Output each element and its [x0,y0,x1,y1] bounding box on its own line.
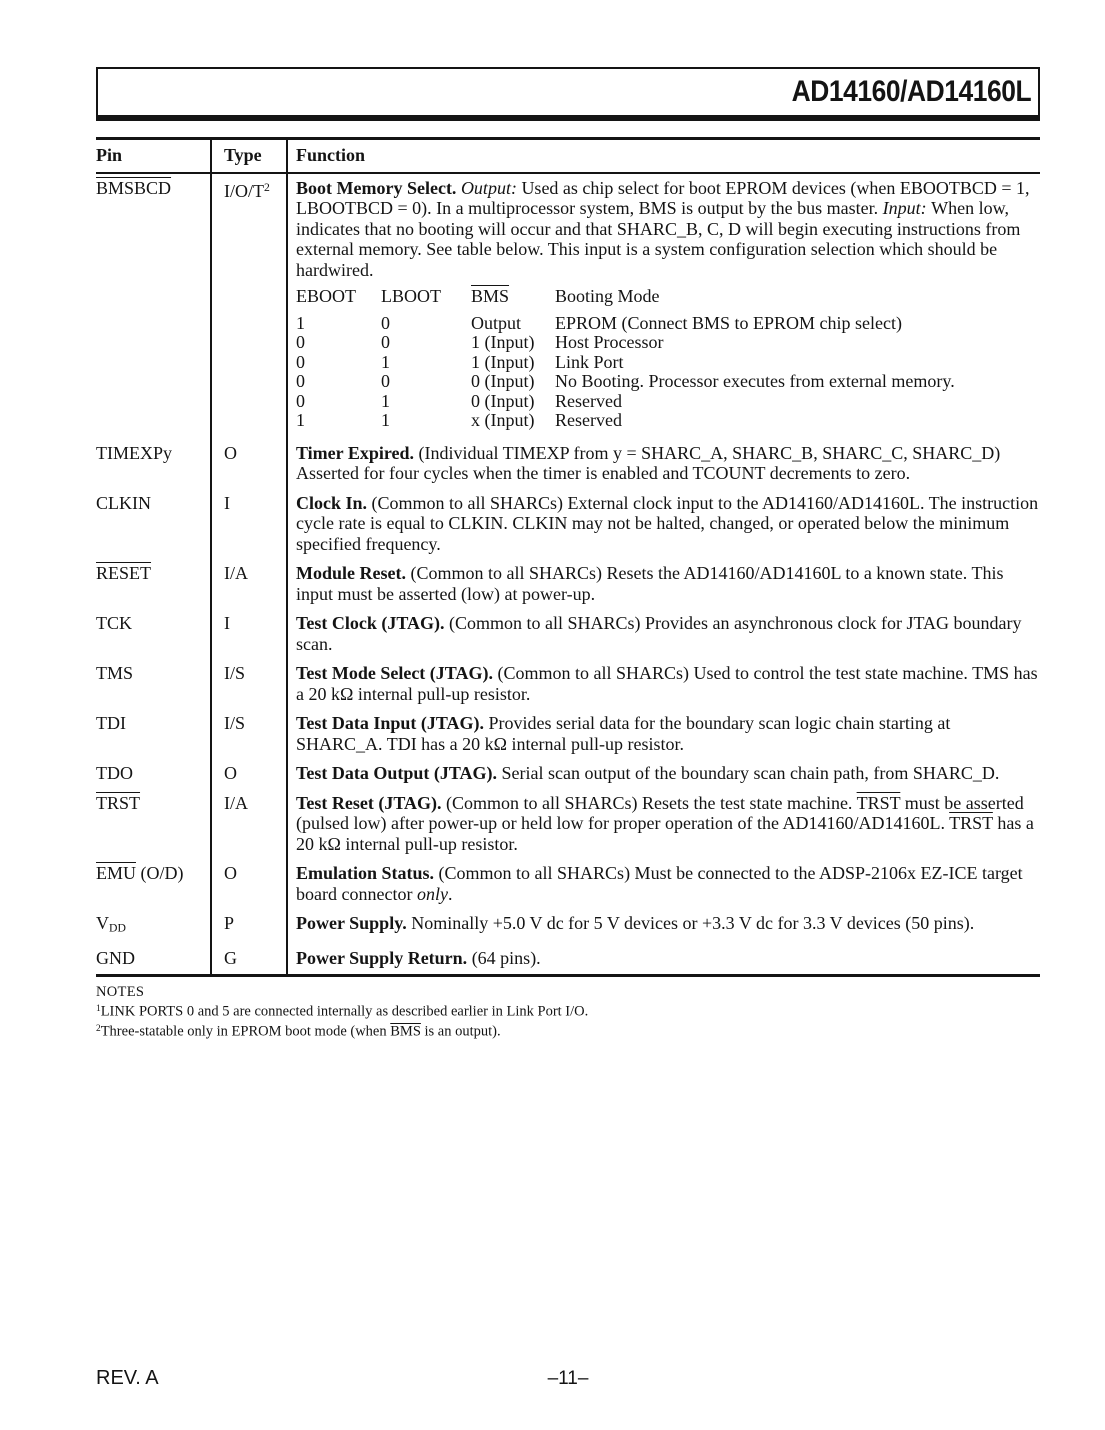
type-cell [210,944,286,974]
pin-cell [96,174,210,439]
text-segment: has a 20 kΩ internal pull-up resistor. [296,813,1034,854]
type-cell [210,759,286,789]
subtable-row [296,314,1040,334]
booting-mode-subtable [296,287,1040,431]
text-segment: (Common to all SHARCs) Used to control the test state machine. TMS has a 20 kΩ internal pull-up resistor. [296,663,1038,704]
function-text [296,613,1040,654]
note-item [96,1001,1040,1021]
text-segment: Timer Expired. [296,442,419,463]
text-segment: Test Clock (JTAG). [296,613,449,633]
function-cell [286,489,1040,560]
subtable-cell: 0 (Input) [471,390,535,411]
text-segment: Nominally +5.0 V dc for 5 V devices or +3.3 V dc for 3.3 V devices (50 pins). [411,913,975,933]
subtable-cell: 1 (Input) [471,332,535,352]
text-segment: Test Data Output (JTAG). [296,763,502,783]
subtable-cell: 0 [381,371,390,391]
text-segment: Clock In. [296,492,372,513]
subtable-cell: Host Processor [555,332,664,352]
text-segment: (Common to all SHARCs) External clock input to the AD14160/AD14160L. The instruction cycle rate is equal to CLKIN. CLKIN may not be halted, changed, or operated below the minimum specified frequency. [296,492,1039,554]
text-segment: G [224,948,237,969]
text-segment: LBOOT [381,286,441,306]
subtable-cell: 0 [381,312,390,333]
function-cell [286,659,1040,709]
text-segment: $\overline{EMU}$ [96,863,136,883]
function-text [296,948,1040,969]
type-cell [210,439,286,489]
notes-section [96,984,1040,1042]
text-segment: O [224,442,237,463]
page-title: AD14160/AD14160L [791,74,1031,108]
subtable-cell: 0 [296,371,305,391]
text-segment: I/A [224,792,248,813]
text-segment: O [224,763,237,783]
subtable-header-cell [296,287,381,307]
function-cell [286,559,1040,609]
text-segment: Booting Mode [555,286,660,306]
pin-cell [96,659,210,709]
text-segment: P [224,913,235,933]
table-row [96,909,1040,944]
subtable-header-cell [471,287,555,307]
text-segment: 2 [96,1024,101,1035]
text-segment: TRST [96,792,141,813]
text-segment: Boot Memory Select. [296,177,461,198]
text-segment: must be asserted (pulsed low) after power-up or held low for proper operation of the AD14160/AD14160L. [296,792,1024,833]
function-text [296,663,1040,704]
text-segment: I/O/T [224,180,264,201]
subtable-header-row [296,287,1040,307]
function-cell [286,174,1040,439]
function-cell [286,439,1040,489]
table-row [96,859,1040,909]
text-segment: (Individual TIMEXP from y = SHARC_A, SHARC_B, SHARC_C, SHARC_D) Asserted for four cycles when the timer is enabled and TCOUNT decrements to zero. [296,442,1001,483]
function-text [296,793,1040,855]
notes-heading: NOTES [96,983,145,1000]
function-cell [286,709,1040,759]
pin-cell [96,789,210,860]
text-segment: TDI [96,713,126,733]
text-segment: CLKIN [96,492,151,513]
function-text [296,863,1040,904]
type-cell [210,909,286,944]
pin-cell [96,489,210,560]
subtable-cell: 1 [296,410,305,430]
text-segment: Output: [460,177,522,198]
type-cell [210,709,286,759]
function-text [296,493,1040,555]
subtable-cell: Link Port [555,351,624,372]
text-segment: I/S [224,713,246,733]
col-header-type: Type [210,140,286,172]
text-segment: (O/D) [136,863,184,883]
type-cell [210,859,286,909]
text-segment: TDO [96,763,133,783]
pin-cell [96,909,210,944]
type-cell [210,789,286,860]
table-row [96,759,1040,789]
text-segment: Input: [882,198,932,218]
text-segment: I/A [224,563,248,583]
notes-list [96,1001,1040,1041]
text-segment: (64 pins). [471,948,541,969]
text-segment: is an output). [420,1023,501,1040]
text-segment: Emulation Status. [296,863,439,883]
text-segment: TIMEXPy [96,442,172,463]
pin-cell [96,559,210,609]
note-item [96,1021,1040,1041]
function-cell [286,609,1040,659]
text-segment: (Common to all SHARCs) Resets the test state machine. [445,792,857,813]
table-row [96,944,1040,974]
table-row [96,789,1040,860]
function-text [296,763,1040,784]
text-segment: DD [109,921,126,935]
text-segment: . [447,883,453,904]
subtable-row [296,333,1040,353]
function-cell [286,944,1040,974]
subtable-row [296,411,1040,431]
function-text [296,178,1040,281]
revision-label: REV. A [96,1367,159,1389]
col-header-function: Function [286,140,1040,172]
text-segment: 2 [264,180,270,194]
subtable-header-cell [555,287,1040,307]
function-cell [286,789,1040,860]
function-text [296,913,1040,934]
text-segment: When low, indicates that no booting will occur and that SHARC_B, C, D will begin executing instructions from external memory. See table below. This input is a system configuration selection which should be hardwired. [296,198,1021,280]
table-row [96,489,1040,560]
subtable-row [296,372,1040,392]
text-segment: I/S [224,663,246,683]
table-row [96,559,1040,609]
text-segment: Test Data Input (JTAG). [296,713,489,733]
subtable-cell: 0 [296,351,305,372]
subtable-cell: Reserved [555,390,622,411]
text-segment: Serial scan output of the boundary scan chain path, from SHARC_D. [501,763,1000,783]
text-segment: $\overline{BMS}$ [390,1023,421,1040]
text-segment: BMSBCD [96,177,172,198]
text-segment: Power Supply Return. [296,948,472,969]
type-cell [210,174,286,439]
text-segment: (Common to all SHARCs) Must be connected to the ADSP-2106x EZ-ICE target board connector [296,863,1023,904]
text-segment: Test Mode Select (JTAG). [296,663,498,683]
text-segment: V [96,913,109,933]
subtable-cell: EPROM (Connect BMS to EPROM chip select) [555,312,902,333]
text-segment: Used as chip select for boot EPROM devices (when EBOOTBCD = 1, LBOOTBCD = 0). In a multiprocessor system, BMS is output by the bus master. [296,177,1030,218]
text-segment: Test Reset (JTAG). [296,792,446,813]
pin-cell [96,859,210,909]
function-cell [286,909,1040,944]
subtable-row [296,392,1040,412]
subtable-cell: 0 [381,332,390,352]
table-row [96,609,1040,659]
table-row [96,174,1040,439]
subtable-cell: 1 [381,351,390,372]
type-cell [210,609,286,659]
table-row [96,439,1040,489]
function-text [296,713,1040,754]
page-footer [96,1368,1040,1394]
text-segment: TMS [96,663,134,683]
text-segment: Three-statable only in EPROM boot mode (when [100,1023,391,1040]
subtable-cell: 0 (Input) [471,371,535,391]
subtable-cell: Reserved [555,410,622,430]
table-header-row [96,140,1040,174]
pin-cell [96,759,210,789]
subtable-cell: 1 [381,410,390,430]
pin-cell [96,709,210,759]
pin-function-table [96,137,1040,977]
pin-cell [96,439,210,489]
subtable-cell: x (Input) [471,410,535,430]
pin-cell [96,944,210,974]
subtable-cell: 0 [296,390,305,411]
table-row [96,709,1040,759]
function-cell [286,759,1040,789]
col-header-pin: Pin [96,145,123,165]
text-segment: I [224,613,230,633]
page-number: –11– [547,1368,589,1389]
text-segment: TRST [949,813,993,833]
text-segment: (Common to all SHARCs) Provides an asynchronous clock for JTAG boundary scan. [296,613,1022,654]
text-segment: $\overline{BMS}$ [471,286,510,306]
table-body [96,174,1040,974]
pin-cell [96,609,210,659]
subtable-row [296,353,1040,373]
type-cell [210,559,286,609]
type-cell [210,489,286,560]
text-segment: TCK [96,613,132,633]
text-segment: (Common to all SHARCs) Resets the AD14160/AD14160L to a known state. This input must be asserted (low) at power-up. [296,563,1004,604]
subtable-header-cell [381,287,471,307]
text-segment: TRST [856,792,901,813]
function-text [296,563,1040,604]
subtable-cell: 1 [296,312,305,333]
text-segment: only [416,883,448,904]
text-segment: O [224,863,237,883]
subtable-cell: No Booting. Processor executes from external memory. [555,371,955,391]
subtable-cell: Output [471,312,522,333]
header-box [96,67,1040,121]
type-cell [210,659,286,709]
text-segment: LINK PORTS 0 and 5 are connected internally as described earlier in Link Port I/O. [100,1003,589,1020]
subtable-cell: 1 [381,390,390,411]
subtable-cell: 1 (Input) [471,351,535,372]
text-segment: Provides serial data for the boundary scan logic chain starting at SHARC_A. TDI has a 20 kΩ internal pull-up resistor. [296,713,951,754]
text-segment: Power Supply. [296,913,412,933]
text-segment: I [224,492,230,513]
function-cell [286,859,1040,909]
function-text [296,443,1040,484]
subtable-cell: 0 [296,332,305,352]
text-segment: EBOOT [296,286,356,306]
text-segment: 1 [96,1004,101,1015]
table-row [96,659,1040,709]
text-segment: GND [96,948,135,969]
text-segment: Module Reset. [296,563,411,583]
text-segment: RESET [96,563,152,583]
